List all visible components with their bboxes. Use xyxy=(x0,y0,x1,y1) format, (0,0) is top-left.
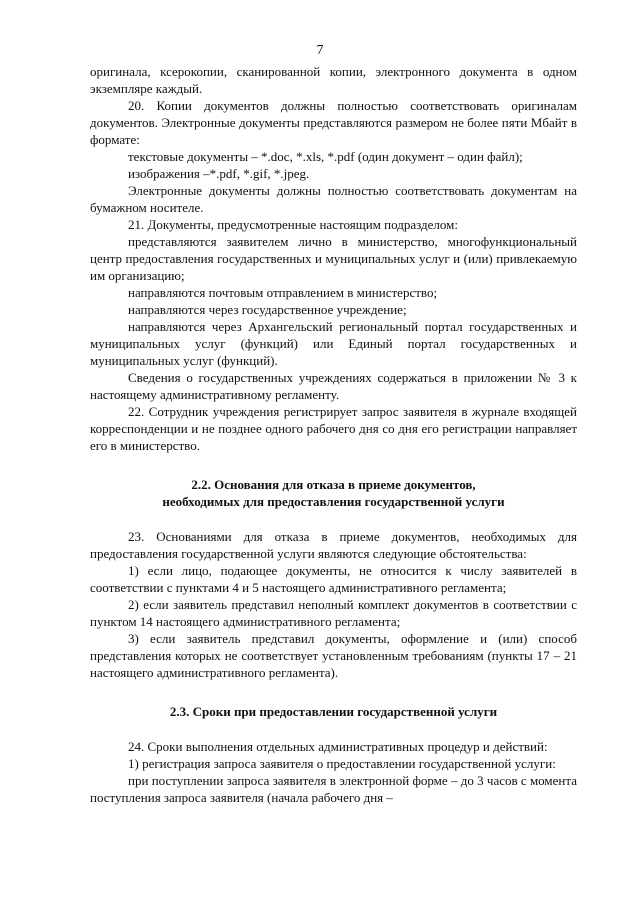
paragraph-24-item-1: 1) регистрация запроса заявителя о предоставлении государственной услуги: xyxy=(128,756,556,771)
paragraph-24-electronic: при поступлении запроса заявителя в электронной форме – до 3 часов с момента поступления запроса заявителя (начала рабочего дня – xyxy=(90,773,577,805)
paragraph-24: 24. Сроки выполнения отдельных административных процедур и действий: xyxy=(128,739,548,754)
paragraph-institutions-info: Сведения о государственных учреждениях содержаться в приложении № 3 к настоящему административному регламенту. xyxy=(90,370,577,402)
paragraph-originals: оригинала, ксерокопии, сканированной копии, электронного документа в одном экземпляре каждый. xyxy=(90,64,577,96)
paragraph-21: 21. Документы, предусмотренные настоящим подразделом: xyxy=(128,217,458,232)
paragraph-23-item-2: 2) если заявитель представил неполный комплект документов в соответствии с пунктом 14 настоящего административного регламента; xyxy=(90,597,577,629)
paragraph-submitted-in-person: представляются заявителем лично в министерство, многофункциональный центр предоставления государственных и муниципальных услуг и (или) привлекаемую им организацию; xyxy=(90,234,577,283)
section-heading-2-2-line-1: 2.2. Основания для отказа в приеме документов, xyxy=(191,477,476,492)
paragraph-electronic-docs: Электронные документы должны полностью соответствовать документам на бумажном носителе. xyxy=(90,183,577,215)
section-heading-2-2-line-2: необходимых для предоставления государственной услуги xyxy=(162,494,505,509)
paragraph-image-formats: изображения –*.pdf, *.gif, *.jpeg. xyxy=(128,166,310,181)
section-heading-2-3: 2.3. Сроки при предоставлении государственной услуги xyxy=(169,704,498,719)
paragraph-22: 22. Сотрудник учреждения регистрирует запрос заявителя в журнале входящей корреспонденции и не позднее одного рабочего дня со дня его регистрации направляет его в министерство. xyxy=(90,404,577,453)
paragraph-by-mail: направляются почтовым отправлением в министерство; xyxy=(128,285,438,300)
paragraph-20: 20. Копии документов должны полностью соответствовать оригиналам документов. Электронные документы представляются размером не более пяти Мбайт в формате: xyxy=(90,98,577,147)
paragraph-via-institution: направляются через государственное учреждение; xyxy=(128,302,407,317)
paragraph-text-formats: текстовые документы – *.doc, *.xls, *.pdf (один документ – один файл); xyxy=(128,149,523,164)
page-number: 7 xyxy=(316,43,324,58)
paragraph-23-item-3: 3) если заявитель представил документы, оформление и (или) способ представления которых не соответствует установленным требованиям (пункты 17 – 21 настоящего административного регламента). xyxy=(90,631,577,680)
paragraph-via-portal: направляются через Архангельский региональный портал государственных и муниципальных услуг (функций) или Единый портал государственных и муниципальных услуг (функций). xyxy=(90,319,577,368)
document-body xyxy=(90,63,577,806)
paragraph-23: 23. Основаниями для отказа в приеме документов, необходимых для предоставления государственной услуги являются следующие обстоятельства: xyxy=(90,529,577,561)
paragraph-23-item-1: 1) если лицо, подающее документы, не относится к числу заявителей в соответствии с пунктами 4 и 5 настоящего административного регламента; xyxy=(90,563,577,595)
